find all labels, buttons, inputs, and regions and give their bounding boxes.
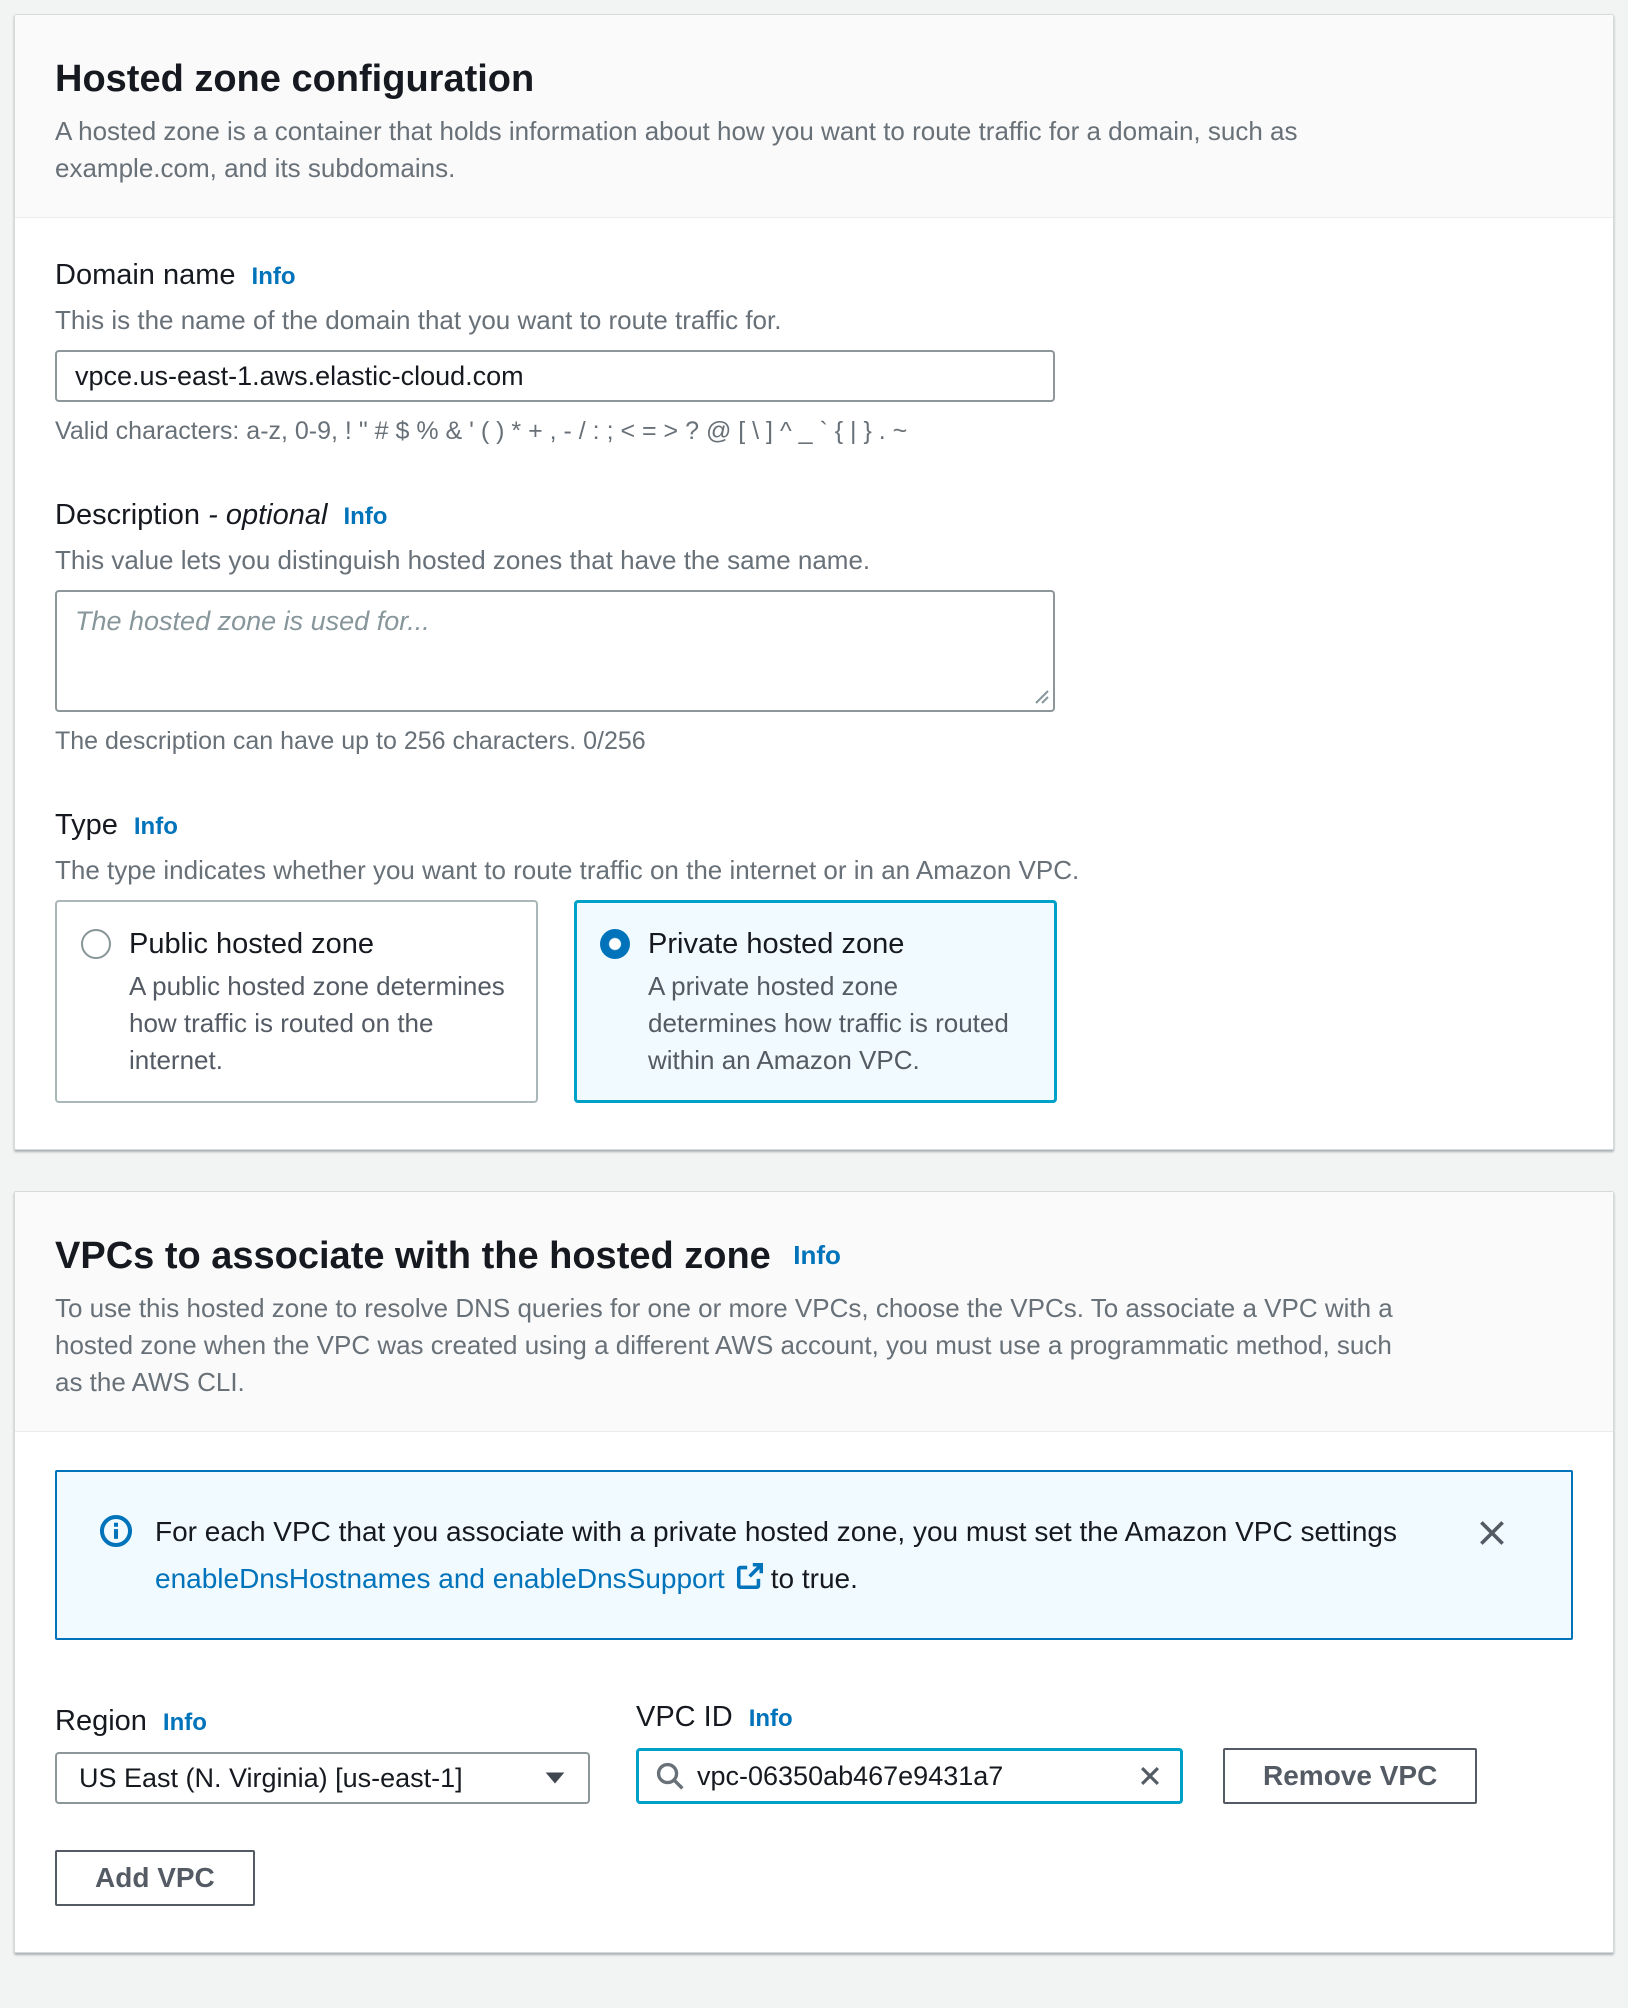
remove-vpc-button[interactable]: Remove VPC: [1223, 1748, 1477, 1804]
public-option-texts: [129, 924, 512, 1079]
radio-unselected-icon[interactable]: [81, 929, 111, 959]
domain-name-label: Domain name: [55, 259, 236, 291]
banner-line-2-tail: to true.: [770, 1563, 858, 1594]
description-field: [55, 496, 1573, 758]
vpc-association-row: [55, 1698, 1573, 1804]
chevron-down-icon: [544, 1771, 566, 1785]
type-options-row: [55, 900, 1573, 1103]
public-option-description: A public hosted zone determines how traffic is routed on the internet.: [129, 971, 505, 1075]
vpcs-info-link[interactable]: Info: [793, 1240, 841, 1270]
add-vpc-button[interactable]: Add VPC: [55, 1850, 255, 1906]
type-label-row: [55, 806, 1573, 844]
description-info-link[interactable]: Info: [343, 503, 388, 530]
radio-selected-icon[interactable]: [600, 929, 630, 959]
description-textarea-wrap: [55, 590, 1055, 712]
description-label: Description - optional: [55, 499, 328, 531]
region-info-link[interactable]: Info: [162, 1709, 207, 1736]
vpc-id-searchbox: [636, 1748, 1183, 1804]
vpc-id-label-row: [636, 1698, 1183, 1736]
vpc-settings-info-banner: [55, 1470, 1573, 1640]
region-column: [55, 1702, 590, 1804]
private-hosted-zone-option[interactable]: [574, 900, 1057, 1103]
private-option-texts: [648, 924, 1031, 1079]
description-optional-suffix: - optional: [208, 499, 328, 531]
vpc-id-label: VPC ID: [636, 1701, 733, 1733]
public-hosted-zone-option[interactable]: [55, 900, 538, 1103]
vpc-id-column: [636, 1698, 1183, 1804]
info-circle-icon: [99, 1514, 133, 1548]
description-textarea[interactable]: [55, 590, 1055, 712]
banner-text: [155, 1508, 1455, 1602]
domain-name-constraint: Valid characters: a-z, 0-9, ! " # $ % & ' ( ) * + , - / : ; < = > ? @ [ \ ] ^ _ ` { | } . ~: [55, 417, 908, 445]
public-option-title: Public hosted zone: [129, 928, 375, 960]
vpcs-card-description: To use this hosted zone to resolve DNS queries for one or more VPCs, choose the VPCs. To associate a VPC with a hosted zone when the VPC was created using a different AWS account, you must use a programmatic method, such as the AWS CLI.: [55, 1293, 1393, 1397]
hosted-zone-card-header: [15, 15, 1613, 218]
banner-line-2: [155, 1555, 1455, 1602]
region-select-value: US East (N. Virginia) [us-east-1]: [79, 1762, 463, 1793]
hosted-zone-configuration-card: [14, 14, 1614, 1150]
type-helper: The type indicates whether you want to route traffic on the internet or in an Amazon VPC.: [55, 855, 1080, 885]
type-label: Type: [55, 809, 118, 841]
domain-name-helper: This is the name of the domain that you want to route traffic for.: [55, 305, 782, 335]
hosted-zone-card-title: Hosted zone configuration: [55, 58, 535, 100]
private-option-title: Private hosted zone: [648, 928, 905, 960]
vpcs-card-title: VPCs to associate with the hosted zone: [55, 1235, 771, 1277]
type-info-link[interactable]: Info: [133, 813, 178, 840]
private-option-description: A private hosted zone determines how traffic is routed within an Amazon VPC.: [648, 971, 1009, 1075]
domain-name-field: [55, 256, 1573, 448]
description-label-row: [55, 496, 1573, 534]
close-icon[interactable]: [1475, 1516, 1509, 1550]
hosted-zone-card-description: A hosted zone is a container that holds information about how you want to route traffic for a domain, such as example.com, and its subdomains.: [55, 116, 1298, 183]
domain-name-label-row: [55, 256, 1573, 294]
external-link-icon[interactable]: [735, 1561, 765, 1591]
vpcs-card-body: [15, 1432, 1613, 1952]
enable-dns-link[interactable]: enableDnsHostnames and enableDnsSupport: [155, 1563, 725, 1594]
banner-line-1: For each VPC that you associate with a private hosted zone, you must set the Amazon VPC settings: [155, 1516, 1397, 1547]
domain-name-input[interactable]: [55, 350, 1055, 402]
region-label-row: [55, 1702, 590, 1740]
region-label: Region: [55, 1705, 147, 1737]
domain-name-info-link[interactable]: Info: [251, 263, 296, 290]
vpc-id-input[interactable]: [697, 1761, 1136, 1792]
vpc-id-info-link[interactable]: Info: [748, 1705, 793, 1732]
vpcs-card: [14, 1191, 1614, 1953]
clear-input-icon[interactable]: [1136, 1762, 1164, 1790]
region-select[interactable]: [55, 1752, 590, 1804]
type-field: [55, 806, 1573, 1103]
vpcs-card-header: [15, 1192, 1613, 1432]
hosted-zone-card-body: [15, 218, 1613, 1149]
description-helper: This value lets you distinguish hosted zones that have the same name.: [55, 545, 871, 575]
description-counter: The description can have up to 256 characters. 0/256: [55, 727, 646, 755]
